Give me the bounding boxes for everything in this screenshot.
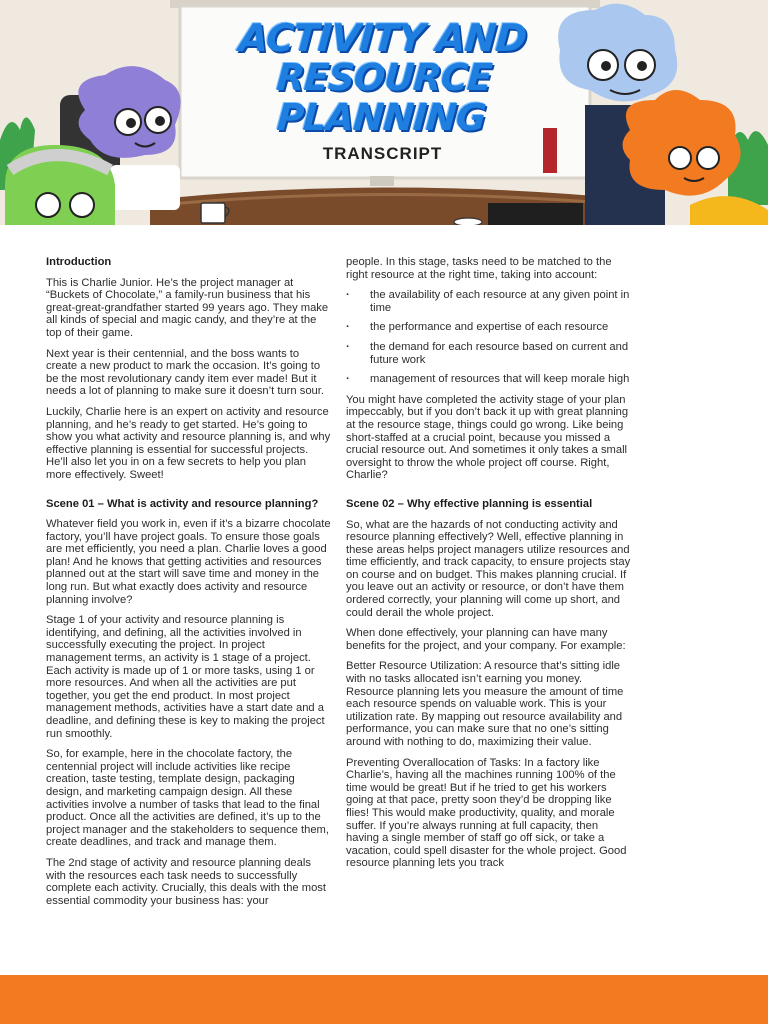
title-block (190, 18, 575, 164)
paragraph: This is Charlie Junior. He’s the project manager at “Buckets of Chocolate,” a family-run business that his great-great-grandfather started 99 years ago. They make all kinds of special and magic candy, and they’re at the top of their game. (46, 276, 329, 339)
section-heading-introduction: Introduction (46, 256, 112, 268)
bullet-list (346, 289, 632, 386)
section-heading-scene-01: Scene 01 – What is activity and resource planning? (46, 497, 319, 510)
paragraph: Whatever field you work in, even if it’s a bizarre chocolate factory, you’ll have project goals. To ensure those goals are met efficiently, you need a plan. Charlie loves a good plan! And he knows that getting activities and resources planned out at the start will save time and money in the long run. But what exactly does activity and resource planning involve? (46, 518, 331, 606)
paragraph: Better Resource Utilization: A resource that’s sitting idle with no tasks allocated isn’t earning you money. Resource planning lets you measure the amount of time each resource spends on valuable work. This is your utilization rate. By mapping out resource availability and performance, you can make sure that no one’s sitting around with nothing to do, maximizing their value. (346, 660, 624, 748)
paragraph: Stage 1 of your activity and resource planning is identifying, and defining, all the activities involved in successfully executing the project. In project management terms, an activity is 1 stage of a project. Each activity is made up of 1 or more tasks, using 1 or more resources. And when all the activities are put together, you get the end product. In most project management methods, activities have a start date and a deadline, and defining these is key to making the project run smoothly. (46, 614, 325, 740)
section-heading-scene-02: Scene 02 – Why effective planning is essential (346, 497, 593, 510)
page-subtitle: TRANSCRIPT (322, 144, 443, 163)
footer-bar (0, 975, 768, 1024)
paragraph: So, for example, here in the chocolate factory, the centennial project will include activities like recipe creation, taste testing, template design, packaging design, and marketing campaign design. All these activities involve a number of tasks that lead to the final product. Once all the activities are defined, it’s up to the project manager and the stakeholders to sequence them, create deadlines, and track and manage them. (46, 748, 329, 849)
paragraph: When done effectively, your planning can have many benefits for the project, and your company. For example: (346, 627, 626, 652)
paragraph: Luckily, Charlie here is an expert on activity and resource planning, and he’s ready to get started. He’s going to show you what activity and resource planning is, and why effective planning is essential for successful projects. He’ll also let you in on a few secrets to help you plan more effectively. Sweet! (46, 405, 331, 481)
list-item: · management of resources that will keep morale high (346, 373, 632, 386)
page-title-line-1: ACTIVITY AND (237, 16, 528, 60)
paragraph: So, what are the hazards of not conducting activity and resource planning effectively? Well, effective planning in these areas helps project managers utilize resources and time efficiently, and track capacity, to ensure projects stay on course and on budget. This makes planning crucial. If you leave out an activity or resource, or don’t have them ordered correctly, your planning will come up short, and could derail the whole project. (346, 518, 631, 619)
paragraph: Next year is their centennial, and the boss wants to create a new product to mark the occasion. It’s going to be the most revolutionary candy item ever made! But it needs a lot of planning to make sure it doesn’t turn sour. (46, 347, 324, 398)
header-illustration (0, 0, 768, 225)
paragraph: Preventing Overallocation of Tasks: In a factory like Charlie’s, having all the machines running 100% of the time would be great! But if he tried to get his workers going at that pace, pretty soon they’d be dropping like flies! This would make productivity, quality, and morale suffer. If you’re always running at full capacity, then having a single member of staff go off sick, or take a vacation, could spell disaster for the whole project. Good resource planning lets you track (346, 756, 627, 870)
paragraph: people. In this stage, tasks need to be matched to the right resource at the right time, taking into account: (346, 256, 612, 281)
right-column (346, 256, 632, 878)
coffee-mug-icon (201, 203, 229, 223)
paragraph: The 2nd stage of activity and resource planning deals with the resources each task needs to successfully complete each activity. Crucially, this deals with the most essential commodity your business has: your (46, 856, 327, 907)
green-character (5, 145, 115, 225)
list-item: · the demand for each resource based on current and future work (346, 341, 632, 366)
page-title-line-2: RESOURCE PLANNING (275, 56, 493, 139)
laptop (488, 203, 583, 225)
left-column (46, 256, 332, 915)
paragraph: You might have completed the activity stage of your plan impeccably, but if you don’t back it up with great planning at the resource stage, things could go wrong. Like being short-staffed at a crucial point, because you missed a crucial resource out. And sometimes it only takes a small oversight to throw the whole project off course. Right, Charlie? (346, 393, 629, 482)
list-item: · the availability of each resource at any given point in time (346, 289, 632, 314)
list-item: · the performance and expertise of each resource (346, 321, 632, 334)
